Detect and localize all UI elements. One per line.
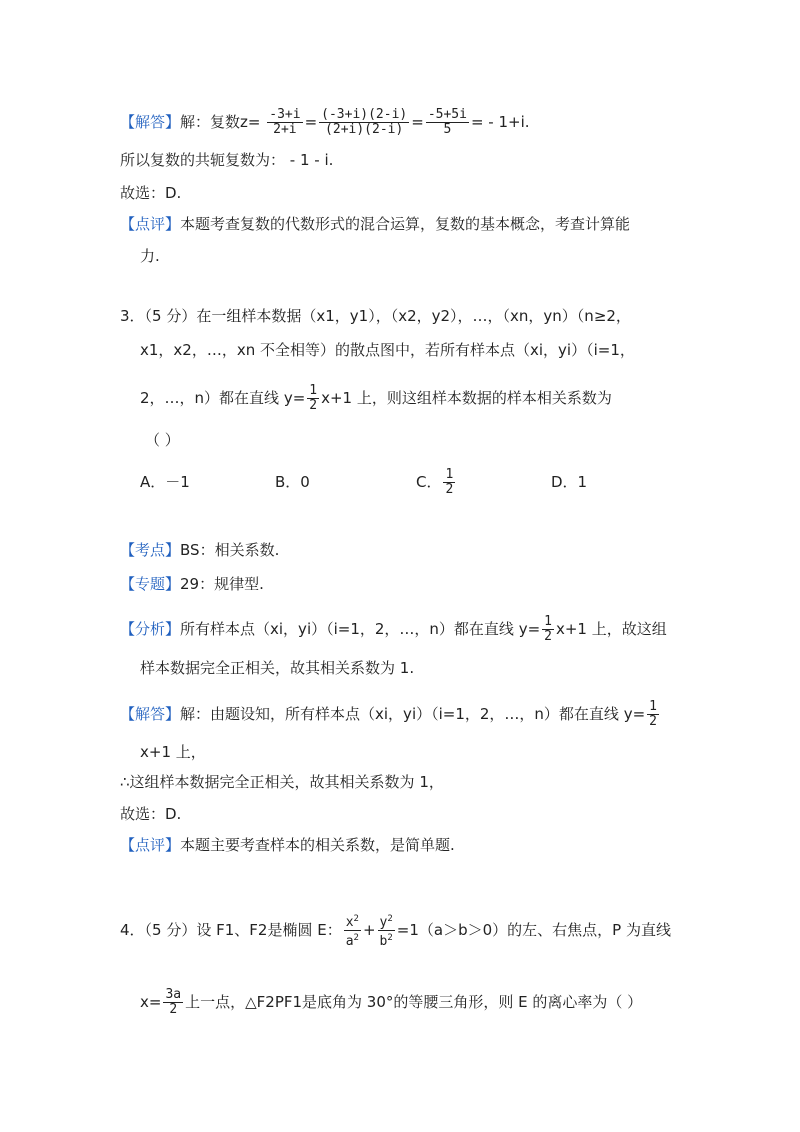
fraction-3: $\frac{-5+5i}{5}$ <box>427 107 467 137</box>
option-c: C． $\frac{1}{2}$ <box>416 467 454 497</box>
analysis-fraction: $\frac{1}{2}$ <box>544 614 552 644</box>
topic-line: 【专题】29：规律型. <box>120 575 264 593</box>
answer-fraction: $\frac{1}{2}$ <box>649 699 657 729</box>
analysis-line-1: 【分析】所有样本点（xi，yi）（i=1，2，…，n）都在直线 y= $\frac{1}{2}$ x+1 上，故这组 <box>120 614 667 644</box>
analysis-line-2: 样本数据完全正相关，故其相关系数为 1. <box>140 659 415 677</box>
q4-stem-line-1: 4．（5 分）设 F1、F2是椭圆 E： $\frac{x^2}{a^2}$ + $\frac{y^2}{b^2}$ =1（a＞b＞0）的左、右焦点，P 为直线 <box>120 914 671 949</box>
point-tag: 【考点】 <box>120 541 181 559</box>
q3-paren: （ ） <box>145 431 180 449</box>
ellipse-y-fraction: $\frac{y^2}{b^2}$ <box>379 914 393 949</box>
comment-tag: 【点评】 <box>120 215 181 233</box>
comment-tag: 【点评】 <box>120 836 181 854</box>
q4-stem-line-2: x= $\frac{3a}{2}$ 上一点，△F2PF1是底角为 30°的等腰三角形，则 E 的离心率为（ ） <box>140 987 643 1017</box>
q4-fraction: $\frac{3a}{2}$ <box>165 987 182 1017</box>
option-a: A．－1 <box>140 473 190 491</box>
answer-result: = - 1+i. <box>470 113 530 131</box>
fraction-half: $\frac{1}{2}$ <box>309 383 318 413</box>
q3-choice-line: 故选：D. <box>120 805 182 823</box>
conjugate-line: 所以复数的共轭复数为： - 1 - i. <box>120 151 334 169</box>
q2-answer-line: 【解答】解：复数z= $\frac{-3+i}{2+i}$ = $\frac{(-3+i)(2-i)}{(2+i)(2-i)}$ = $\frac{-5+5i}{5}$ = - 1+i. <box>120 107 530 137</box>
point-line: 【考点】BS：相关系数. <box>120 541 280 559</box>
ellipse-x-fraction: $\frac{x^2}{a^2}$ <box>345 914 359 949</box>
option-d: D．1 <box>551 473 588 491</box>
analysis-tag: 【分析】 <box>120 620 181 638</box>
comment-line-2: 力. <box>140 247 160 265</box>
choice-line: 故选：D. <box>120 184 182 202</box>
answer-tag: 【解答】 <box>120 705 181 723</box>
fraction-1: $\frac{-3+i}{2+i}$ <box>269 107 301 137</box>
topic-tag: 【专题】 <box>120 575 181 593</box>
answer-tag: 【解答】 <box>120 113 181 131</box>
q3-answer-line-2: x+1 上， <box>140 743 206 761</box>
option-b: B．0 <box>275 473 310 491</box>
q3-comment-line: 【点评】本题主要考查样本的相关系数，是简单题. <box>120 836 455 854</box>
comment-line-1: 【点评】本题考查复数的代数形式的混合运算，复数的基本概念，考查计算能 <box>120 215 631 233</box>
q3-stem-line-1: 3．（5 分）在一组样本数据（x1，y1），（x2，y2），…，（xn，yn）（n≥2， <box>120 307 631 325</box>
q3-stem-line-2: x1，x2，…，xn 不全相等）的散点图中，若所有样本点（xi，yi）（i=1， <box>140 341 635 359</box>
answer-prefix: 解：复数z= <box>180 113 261 131</box>
fraction-2: $\frac{(-3+i)(2-i)}{(2+i)(2-i)}$ <box>321 107 408 137</box>
q3-answer-line-1: 【解答】解：由题设知，所有样本点（xi，yi）（i=1，2，…，n）都在直线 y= $\frac{1}{2}$ <box>120 699 657 729</box>
q3-stem-line-3: 2，…，n）都在直线 y= $\frac{1}{2}$ x+1 上，则这组样本数据的样本相关系数为 <box>140 383 612 413</box>
option-c-fraction: $\frac{1}{2}$ <box>445 467 454 497</box>
therefore-line: ∴这组样本数据完全正相关，故其相关系数为 1， <box>120 773 444 791</box>
